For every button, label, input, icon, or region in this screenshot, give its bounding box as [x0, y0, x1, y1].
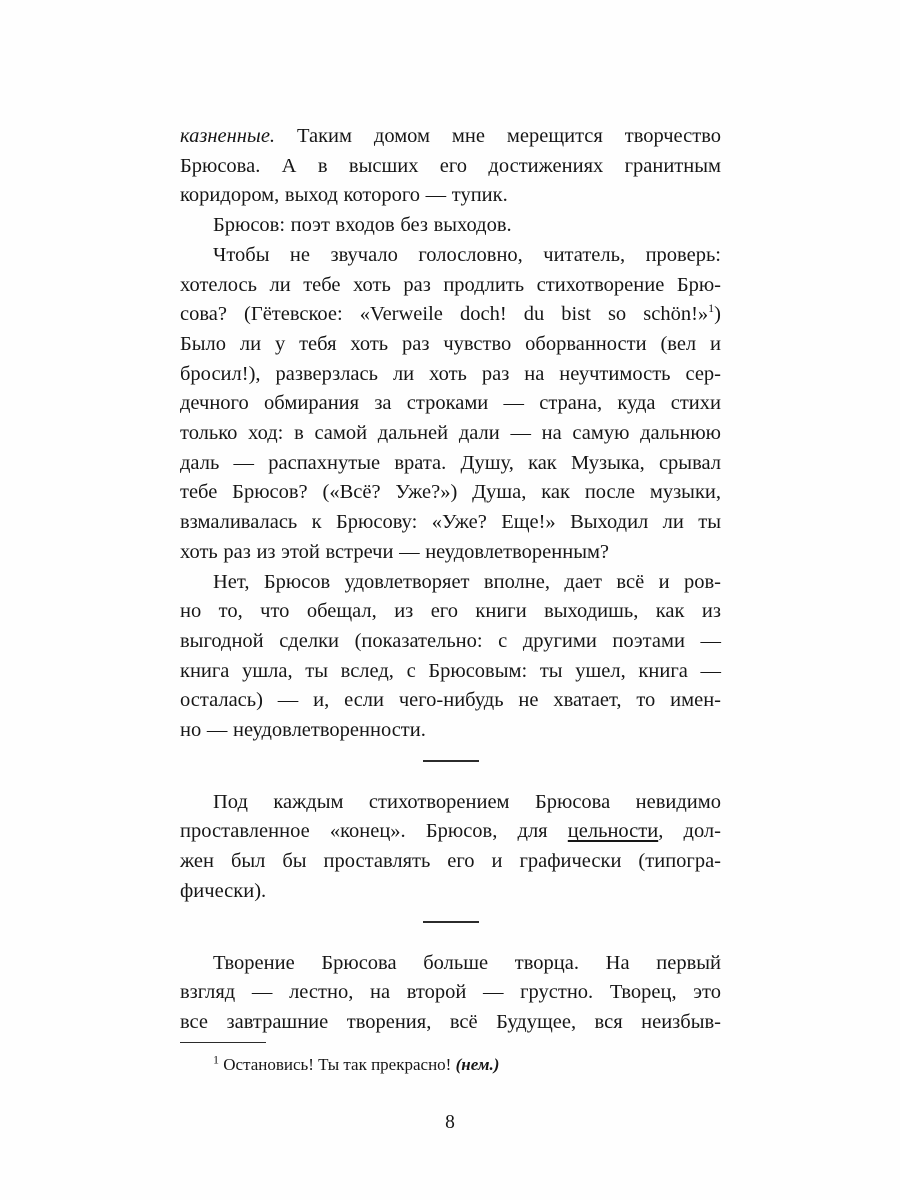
text-line	[180, 1008, 721, 1038]
text-segment: , дол-	[658, 820, 721, 843]
text-line	[180, 686, 721, 716]
text-segment: Творение Брюсова больше творца. На первый	[213, 951, 721, 974]
text-line	[180, 122, 721, 152]
text-segment: все завтрашние творения, всё Будущее, вся неизбыв-	[180, 1010, 721, 1033]
text-line	[180, 241, 721, 271]
text-segment: взмаливалась к Брюсову: «Уже? Еще!» Выходил ли ты	[180, 511, 721, 534]
text-line	[180, 949, 721, 979]
text-line	[180, 300, 721, 330]
footnote-area	[180, 1042, 721, 1076]
text-line	[180, 817, 721, 847]
text-line	[180, 508, 721, 538]
text-line	[180, 152, 721, 182]
text-segment: книга ушла, ты вслед, с Брюсовым: ты ушел, книга —	[180, 659, 721, 682]
section-divider	[423, 760, 479, 762]
text-segment: хотелось ли тебе хоть раз продлить стихотворение Брю-	[180, 273, 721, 296]
text-line	[180, 478, 721, 508]
paragraph	[180, 211, 721, 241]
text-line	[180, 978, 721, 1008]
text-line	[180, 568, 721, 598]
text-segment: даль — распахнутые врата. Душу, как Музыка, срывал	[180, 451, 721, 474]
footnote-text: Остановись! Ты так прекрасно!	[219, 1055, 456, 1074]
text-segment: фически).	[180, 879, 267, 902]
text-block	[180, 122, 721, 1038]
text-segment: взгляд — лестно, на второй — грустно. Творец, это	[180, 981, 721, 1004]
text-segment: )	[714, 303, 721, 326]
paragraph	[180, 241, 721, 568]
text-segment: хоть раз из этой встречи — неудовлетворенным?	[180, 540, 610, 563]
text-segment: жен был бы проставлять его и графически (типогра-	[180, 850, 721, 873]
text-line	[180, 657, 721, 687]
text-segment: сова? (Гётевское: «Verweile doch! du bist so schön!»	[180, 303, 709, 326]
text-segment: Под каждым стихотворением Брюсова невидимо	[213, 790, 721, 813]
text-segment: но — неудовлетворенности.	[180, 719, 426, 742]
text-line	[180, 597, 721, 627]
text-segment: казненные.	[180, 125, 276, 147]
paragraph	[180, 122, 721, 211]
text-line	[180, 449, 721, 479]
paragraph	[180, 949, 721, 1038]
text-line	[180, 419, 721, 449]
footnote-reference: 1	[708, 301, 715, 316]
text-line	[180, 847, 721, 877]
text-line	[180, 877, 721, 907]
text-segment: Чтобы не звучало голословно, читатель, проверь:	[213, 243, 721, 266]
paragraph	[180, 788, 721, 907]
text-line	[180, 627, 721, 657]
text-line	[180, 389, 721, 419]
text-line	[180, 271, 721, 301]
page-number: 8	[445, 1112, 455, 1133]
text-segment: Было ли у тебя хоть раз чувство оборванности (вел и	[180, 332, 721, 355]
text-line	[180, 716, 721, 746]
paragraph	[180, 568, 721, 746]
text-line	[180, 181, 721, 211]
text-segment: только ход: в самой дальней дали — на самую дальнюю	[180, 422, 721, 445]
text-segment: коридором, выход которого — тупик.	[180, 184, 508, 207]
footnote-marker: 1	[213, 1052, 219, 1067]
footnote-rule	[180, 1042, 266, 1043]
text-segment: бросил!), разверзлась ли хоть раз на неучтимость сер-	[180, 362, 721, 385]
text-line	[180, 360, 721, 390]
text-segment: цельности	[567, 820, 659, 843]
text-segment: Брюсов: поэт входов без выходов.	[213, 214, 512, 237]
text-line	[180, 330, 721, 360]
section-divider	[423, 921, 479, 923]
text-line	[180, 211, 721, 241]
footnote	[180, 1053, 721, 1076]
text-line	[180, 788, 721, 818]
footnote-language-note: (нем.)	[455, 1055, 500, 1074]
text-segment: тебе Брюсов? («Всё? Уже?») Душа, как после музыки,	[180, 481, 721, 504]
text-line	[180, 538, 721, 568]
text-segment: дечного обмирания за строками — страна, куда стихи	[180, 392, 721, 415]
text-segment: Нет, Брюсов удовлетворяет вполне, дает всё и ров-	[213, 570, 721, 593]
text-segment: выгодной сделки (показательно: с другими поэтами —	[180, 629, 721, 652]
text-segment: Таким домом мне мерещится творчество	[275, 125, 721, 147]
text-segment: проставленное «конец». Брюсов, для	[180, 820, 568, 843]
text-segment: но то, что обещал, из его книги выходишь, как из	[180, 600, 721, 623]
text-segment: Брюсова. А в высших его достижениях гранитным	[180, 154, 721, 177]
text-segment: осталась) — и, если чего-нибудь не хватает, то имен-	[180, 689, 721, 712]
